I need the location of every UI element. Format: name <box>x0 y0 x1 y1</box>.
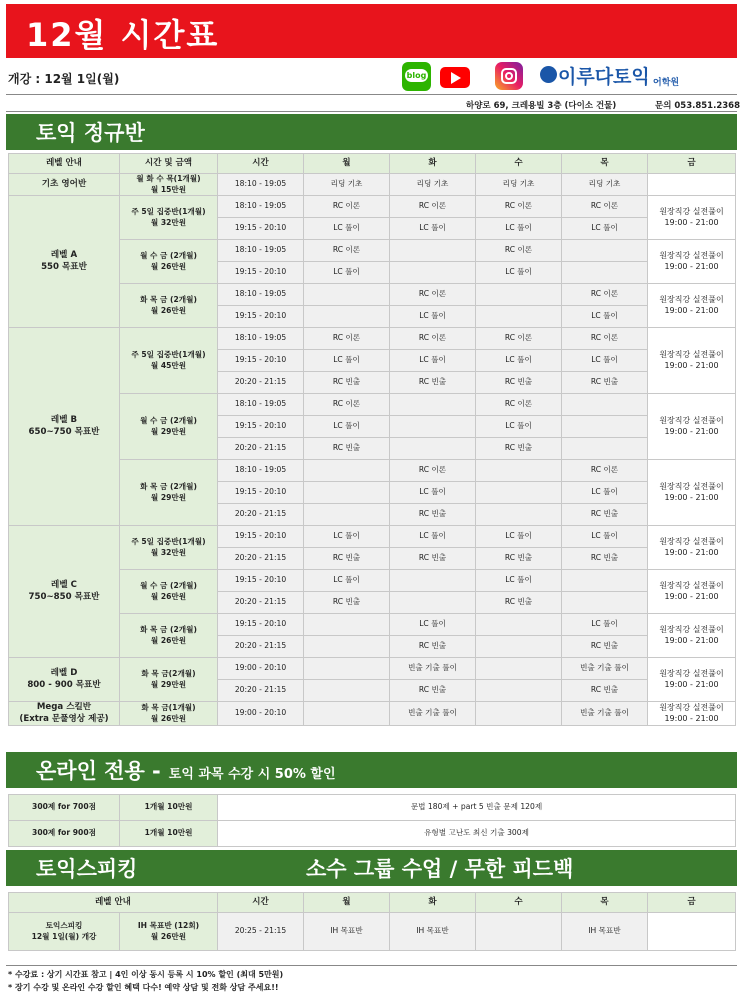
class-cell-tue <box>390 570 476 592</box>
cell-line: 19:00 - 21:00 <box>664 635 719 645</box>
friday-practice-cell <box>648 460 736 526</box>
table-row <box>9 702 736 726</box>
class-cell-mon: 리딩 기초 <box>304 174 390 196</box>
friday-practice-cell <box>648 394 736 460</box>
class-cell-tue: LC 풀이 <box>390 218 476 240</box>
online-course-desc: 문법 180제 + part 5 빈출 문제 120제 <box>218 795 736 821</box>
time-cell: 19:15 - 20:10 <box>218 482 304 504</box>
course-cell <box>120 614 218 658</box>
cell-line: 월 32만원 <box>150 217 187 227</box>
class-cell-tue: RC 빈출 <box>390 372 476 394</box>
cell-line: 월 29만원 <box>150 679 187 689</box>
class-cell-tue: LC 풀이 <box>390 614 476 636</box>
time-cell: 20:20 - 21:15 <box>218 438 304 460</box>
table-row <box>9 795 736 821</box>
class-cell-thu: LC 풀이 <box>562 306 648 328</box>
online-course-name: 300제 for 900점 <box>9 821 120 847</box>
cell-line: 원장직강 실전풀이 <box>659 536 724 546</box>
class-cell-thu <box>562 262 648 284</box>
class-cell-wed <box>476 460 562 482</box>
friday-practice-cell <box>648 196 736 240</box>
cell-line: 월 45만원 <box>150 360 187 370</box>
header-row <box>9 893 736 913</box>
cell-line: 550 목표반 <box>41 261 87 272</box>
cell-line: 19:00 - 21:00 <box>664 679 719 689</box>
class-cell-wed <box>476 658 562 680</box>
class-cell-mon <box>304 636 390 658</box>
level-cell <box>9 328 120 526</box>
cell-line: 19:00 - 21:00 <box>664 426 719 436</box>
column-header: 화 <box>390 154 476 174</box>
cell-line: 월 32만원 <box>150 547 187 557</box>
class-cell-fri <box>648 174 736 196</box>
class-cell-thu: RC 빈출 <box>562 680 648 702</box>
class-cell-mon <box>304 482 390 504</box>
class-cell-tue: IH 목표반 <box>390 913 476 951</box>
class-cell-mon <box>304 614 390 636</box>
cell-line: 월 26만원 <box>150 713 187 723</box>
class-cell-wed: LC 풀이 <box>476 218 562 240</box>
class-cell-wed: LC 풀이 <box>476 350 562 372</box>
class-cell-wed: RC 이론 <box>476 196 562 218</box>
cell-line: 화 목 금 (2개월) <box>140 482 197 492</box>
class-cell-mon <box>304 702 390 726</box>
cell-line: 19:00 - 21:00 <box>664 360 719 370</box>
class-cell-thu: RC 빈출 <box>562 504 648 526</box>
time-cell: 18:10 - 19:05 <box>218 240 304 262</box>
class-cell-wed <box>476 504 562 526</box>
class-cell-wed <box>476 284 562 306</box>
cell-line: 19:00 - 21:00 <box>664 217 719 227</box>
level-cell <box>9 196 120 328</box>
class-cell-wed <box>476 636 562 658</box>
class-cell-tue: LC 풀이 <box>390 482 476 504</box>
section-title-2: 소수 그룹 수업 / 무한 피드백 <box>306 857 574 881</box>
time-cell: 19:00 - 20:10 <box>218 658 304 680</box>
class-cell-thu: RC 이론 <box>562 284 648 306</box>
cell-line: (Extra 문풀영상 제공) <box>19 713 109 724</box>
column-header: 화 <box>390 893 476 913</box>
divider <box>6 965 737 966</box>
logo-name: 이루다토익 <box>558 66 650 88</box>
class-cell-wed: LC 풀이 <box>476 570 562 592</box>
column-header: 레벨 안내 <box>9 893 218 913</box>
page-title: 12월 시간표 <box>26 16 220 54</box>
section-regular <box>6 114 737 150</box>
class-cell-tue: RC 이론 <box>390 460 476 482</box>
class-cell-tue <box>390 240 476 262</box>
cell-line: 월 26만원 <box>150 591 187 601</box>
friday-practice-cell <box>648 702 736 726</box>
class-cell-thu: LC 풀이 <box>562 526 648 548</box>
class-cell-wed: RC 빈출 <box>476 592 562 614</box>
table-row <box>9 658 736 680</box>
class-cell-tue: RC 빈출 <box>390 636 476 658</box>
class-cell-wed <box>476 306 562 328</box>
time-cell: 18:10 - 19:05 <box>218 394 304 416</box>
class-cell-tue <box>390 262 476 284</box>
column-header: 시간 및 금액 <box>120 154 218 174</box>
class-cell-thu: RC 빈출 <box>562 636 648 658</box>
cell-line: 레벨 C <box>51 579 77 590</box>
friday-practice-cell <box>648 284 736 328</box>
section-online <box>6 752 737 788</box>
cell-line: 원장직강 실전풀이 <box>659 206 724 216</box>
class-cell-mon: RC 이론 <box>304 196 390 218</box>
class-cell-wed <box>476 614 562 636</box>
cell-line: 주 5일 집중반(1개월) <box>131 537 206 547</box>
cell-line: 원장직강 실전풀이 <box>659 250 724 260</box>
time-cell: 20:20 - 21:15 <box>218 548 304 570</box>
cell-line: 주 5일 집중반(1개월) <box>131 207 206 217</box>
cell-line: 월 수 금 (2개월) <box>140 251 197 261</box>
cell-line: 월 26만원 <box>150 635 187 645</box>
cell-line: 19:00 - 21:00 <box>664 492 719 502</box>
time-cell: 19:15 - 20:10 <box>218 526 304 548</box>
cell-line: 19:00 - 21:00 <box>664 305 719 315</box>
class-cell-thu: 빈출 기출 풀이 <box>562 658 648 680</box>
class-cell-tue: 빈출 기출 풀이 <box>390 702 476 726</box>
cell-line: 월 26만원 <box>150 261 187 271</box>
class-cell-thu: 리딩 기초 <box>562 174 648 196</box>
friday-practice-cell <box>648 570 736 614</box>
cell-line: 원장직강 실전풀이 <box>659 668 724 678</box>
column-header: 목 <box>562 893 648 913</box>
class-cell-tue: RC 빈출 <box>390 548 476 570</box>
cell-line: 화 목 금(1개월) <box>141 703 196 713</box>
cell-line: 화 목 금 (2개월) <box>140 625 197 635</box>
class-cell-tue: 빈출 기출 풀이 <box>390 658 476 680</box>
column-header: 월 <box>304 154 390 174</box>
class-cell-mon <box>304 284 390 306</box>
cell-line: 원장직강 실전풀이 <box>659 415 724 425</box>
online-course-price: 1개월 10만원 <box>120 821 218 847</box>
class-cell-mon: LC 풀이 <box>304 218 390 240</box>
class-cell-tue: RC 빈출 <box>390 504 476 526</box>
class-cell-wed <box>476 482 562 504</box>
class-cell-mon: LC 풀이 <box>304 350 390 372</box>
phone-number: 문의 053.851.2368 <box>655 101 740 111</box>
class-cell-mon <box>304 658 390 680</box>
class-cell-mon: RC 빈출 <box>304 548 390 570</box>
logo-suffix: 어학원 <box>653 78 680 88</box>
instagram-icon[interactable] <box>495 62 523 90</box>
class-cell-mon <box>304 504 390 526</box>
cell-line: 800 - 900 목표반 <box>27 679 101 690</box>
cell-line: 레벨 B <box>50 414 78 425</box>
section-title: 토익스피킹 <box>36 857 138 881</box>
class-cell-thu: RC 빈출 <box>562 548 648 570</box>
class-cell-thu: RC 이론 <box>562 460 648 482</box>
class-cell-tue: 리딩 기초 <box>390 174 476 196</box>
cell-line: 월 수 금 (2개월) <box>140 581 197 591</box>
address: 하양로 69, 크레용빌 3층 (다이소 건물) <box>466 101 617 111</box>
time-cell: 19:15 - 20:10 <box>218 306 304 328</box>
time-cell: 20:20 - 21:15 <box>218 372 304 394</box>
class-cell-mon: LC 풀이 <box>304 262 390 284</box>
class-cell-fri <box>648 913 736 951</box>
online-course-desc: 유형별 고난도 최신 기출 300제 <box>218 821 736 847</box>
course-cell <box>120 328 218 394</box>
divider <box>6 94 737 95</box>
class-cell-thu: RC 이론 <box>562 196 648 218</box>
class-cell-thu: LC 풀이 <box>562 218 648 240</box>
class-cell-tue <box>390 438 476 460</box>
time-cell: 19:15 - 20:10 <box>218 262 304 284</box>
class-cell-thu: LC 풀이 <box>562 482 648 504</box>
speaking-table <box>8 892 736 951</box>
class-cell-thu: IH 목표반 <box>562 913 648 951</box>
class-cell-mon: LC 풀이 <box>304 416 390 438</box>
column-header: 수 <box>476 154 562 174</box>
cell-line: Mega 스킬반 <box>36 702 92 712</box>
header-row <box>9 154 736 174</box>
class-cell-thu: RC 이론 <box>562 328 648 350</box>
time-cell: 20:25 - 21:15 <box>218 913 304 951</box>
class-cell-wed: RC 빈출 <box>476 438 562 460</box>
course-cell <box>120 702 218 726</box>
class-cell-tue: LC 풀이 <box>390 350 476 372</box>
column-header: 월 <box>304 893 390 913</box>
cell-line: 월 29만원 <box>150 426 187 436</box>
class-cell-wed: RC 이론 <box>476 240 562 262</box>
cell-line: 원장직강 실전풀이 <box>659 294 724 304</box>
class-cell-wed: RC 이론 <box>476 394 562 416</box>
course-cell <box>120 526 218 570</box>
class-cell-thu: LC 풀이 <box>562 350 648 372</box>
title-banner <box>6 4 737 58</box>
online-table <box>8 794 736 847</box>
friday-practice-cell <box>648 240 736 284</box>
column-header: 시간 <box>218 893 304 913</box>
class-cell-wed: LC 풀이 <box>476 416 562 438</box>
time-cell: 19:15 - 20:10 <box>218 614 304 636</box>
class-cell-thu <box>562 592 648 614</box>
time-cell: 20:20 - 21:15 <box>218 592 304 614</box>
class-cell-tue: RC 이론 <box>390 328 476 350</box>
course-cell <box>120 196 218 240</box>
cell-line: 화 목 금(2개월) <box>141 669 196 679</box>
column-header: 수 <box>476 893 562 913</box>
class-cell-mon <box>304 306 390 328</box>
cell-line: 19:00 - 21:00 <box>664 547 719 557</box>
course-cell <box>120 394 218 460</box>
column-header: 금 <box>648 154 736 174</box>
table-row <box>9 328 736 350</box>
section-title: 온라인 전용 - 토익 과목 수강 시 50% 할인 <box>36 759 336 783</box>
time-cell: 20:20 - 21:15 <box>218 680 304 702</box>
naver-blog-icon[interactable]: blog <box>402 62 431 91</box>
friday-practice-cell <box>648 614 736 658</box>
class-cell-mon: IH 목표반 <box>304 913 390 951</box>
class-cell-thu: RC 빈출 <box>562 372 648 394</box>
time-cell: 19:15 - 20:10 <box>218 218 304 240</box>
cell-line: 레벨 A <box>50 249 78 260</box>
cell-line: 750~850 목표반 <box>28 591 100 602</box>
cell-line: 월 26만원 <box>150 931 187 941</box>
cell-line: 월 15만원 <box>150 184 187 194</box>
cell-line: 화 목 금 (2개월) <box>140 295 197 305</box>
course-cell <box>120 284 218 328</box>
class-cell-thu <box>562 570 648 592</box>
online-course-name: 300제 for 700점 <box>9 795 120 821</box>
course-cell <box>120 460 218 526</box>
column-header: 금 <box>648 893 736 913</box>
cell-line: 월 29만원 <box>150 492 187 502</box>
level-cell: 기초 영어반 <box>9 174 120 196</box>
cell-line: 월 26만원 <box>150 305 187 315</box>
cell-line: IH 목표반 (12회) <box>137 921 200 931</box>
time-cell: 19:15 - 20:10 <box>218 416 304 438</box>
time-cell: 19:15 - 20:10 <box>218 570 304 592</box>
time-cell: 18:10 - 19:05 <box>218 196 304 218</box>
class-cell-mon: RC 빈출 <box>304 372 390 394</box>
class-cell-tue <box>390 394 476 416</box>
time-cell: 19:15 - 20:10 <box>218 350 304 372</box>
table-row <box>9 821 736 847</box>
course-cell <box>120 174 218 196</box>
friday-practice-cell <box>648 658 736 702</box>
class-cell-wed: RC 이론 <box>476 328 562 350</box>
cell-line: 토익스피킹 <box>45 921 83 931</box>
level-cell <box>9 702 120 726</box>
class-cell-thu: 빈출 기출 풀이 <box>562 702 648 726</box>
online-course-price: 1개월 10만원 <box>120 795 218 821</box>
class-cell-tue <box>390 416 476 438</box>
course-cell <box>120 913 218 951</box>
youtube-icon[interactable] <box>440 67 470 88</box>
friday-practice-cell <box>648 526 736 570</box>
column-header: 목 <box>562 154 648 174</box>
class-cell-tue: RC 이론 <box>390 196 476 218</box>
class-cell-mon: RC 이론 <box>304 328 390 350</box>
class-cell-wed: RC 빈출 <box>476 372 562 394</box>
section-speaking <box>6 850 737 886</box>
note-fee: * 수강료 : 상기 시간표 참고 | 4인 이상 동시 등록 시 10% 할인 (최대 5만원) <box>8 970 284 979</box>
open-date: 개강 : 12월 1일(월) <box>8 72 120 86</box>
level-cell <box>9 526 120 658</box>
course-cell <box>120 658 218 702</box>
time-cell: 20:20 - 21:15 <box>218 636 304 658</box>
cell-line: 레벨 D <box>50 667 78 678</box>
level-cell <box>9 658 120 702</box>
level-cell <box>9 913 120 951</box>
time-cell: 20:20 - 21:15 <box>218 504 304 526</box>
time-cell: 18:10 - 19:05 <box>218 284 304 306</box>
divider <box>6 111 737 112</box>
time-cell: 18:10 - 19:05 <box>218 174 304 196</box>
cell-line: 원장직강 실전풀이 <box>659 624 724 634</box>
class-cell-tue: LC 풀이 <box>390 526 476 548</box>
class-cell-wed: 리딩 기초 <box>476 174 562 196</box>
cell-line: 원장직강 실전풀이 <box>659 481 724 491</box>
class-cell-mon: LC 풀이 <box>304 570 390 592</box>
table-row <box>9 913 736 951</box>
class-cell-thu <box>562 240 648 262</box>
cell-line: 원장직강 실전풀이 <box>659 702 724 712</box>
class-cell-thu <box>562 394 648 416</box>
class-cell-wed: LC 풀이 <box>476 526 562 548</box>
cell-line: 12월 1일(월) 개강 <box>31 931 97 941</box>
time-cell: 19:00 - 20:10 <box>218 702 304 726</box>
class-cell-mon: RC 빈출 <box>304 592 390 614</box>
table-row <box>9 526 736 548</box>
cell-line: 19:00 - 21:00 <box>664 261 719 271</box>
class-cell-mon: RC 이론 <box>304 394 390 416</box>
logo-mark-icon <box>540 66 557 83</box>
time-cell: 18:10 - 19:05 <box>218 460 304 482</box>
column-header: 시간 <box>218 154 304 174</box>
table-row <box>9 196 736 218</box>
cell-line: 원장직강 실전풀이 <box>659 580 724 590</box>
cell-line: 19:00 - 21:00 <box>664 591 719 601</box>
class-cell-thu: LC 풀이 <box>562 614 648 636</box>
cell-line: 월 수 금 (2개월) <box>140 416 197 426</box>
class-cell-thu <box>562 438 648 460</box>
class-cell-wed <box>476 680 562 702</box>
regular-timetable <box>8 153 736 726</box>
class-cell-mon: RC 이론 <box>304 240 390 262</box>
class-cell-mon <box>304 680 390 702</box>
class-cell-tue: RC 이론 <box>390 284 476 306</box>
class-cell-wed: RC 빈출 <box>476 548 562 570</box>
course-cell <box>120 570 218 614</box>
class-cell-thu <box>562 416 648 438</box>
cell-line: 650~750 목표반 <box>28 426 100 437</box>
cell-line: 월 화 수 목(1개월) <box>136 174 201 184</box>
class-cell-mon <box>304 460 390 482</box>
section-title: 토익 정규반 <box>36 121 145 145</box>
time-cell: 18:10 - 19:05 <box>218 328 304 350</box>
table-row <box>9 174 736 196</box>
class-cell-tue <box>390 592 476 614</box>
cell-line: 주 5일 집중반(1개월) <box>131 350 206 360</box>
column-header: 레벨 안내 <box>9 154 120 174</box>
note-discount: * 장기 수강 및 온라인 수강 할인 혜택 다수! 예약 상담 및 전화 상담 주세요!! <box>8 983 279 992</box>
course-cell <box>120 240 218 284</box>
class-cell-mon: RC 빈출 <box>304 438 390 460</box>
cell-line: 원장직강 실전풀이 <box>659 349 724 359</box>
class-cell-tue: RC 빈출 <box>390 680 476 702</box>
class-cell-mon: LC 풀이 <box>304 526 390 548</box>
cell-line: 19:00 - 21:00 <box>664 713 719 723</box>
class-cell-wed <box>476 702 562 726</box>
friday-practice-cell <box>648 328 736 394</box>
class-cell-tue: LC 풀이 <box>390 306 476 328</box>
class-cell-wed: LC 풀이 <box>476 262 562 284</box>
class-cell-wed <box>476 913 562 951</box>
